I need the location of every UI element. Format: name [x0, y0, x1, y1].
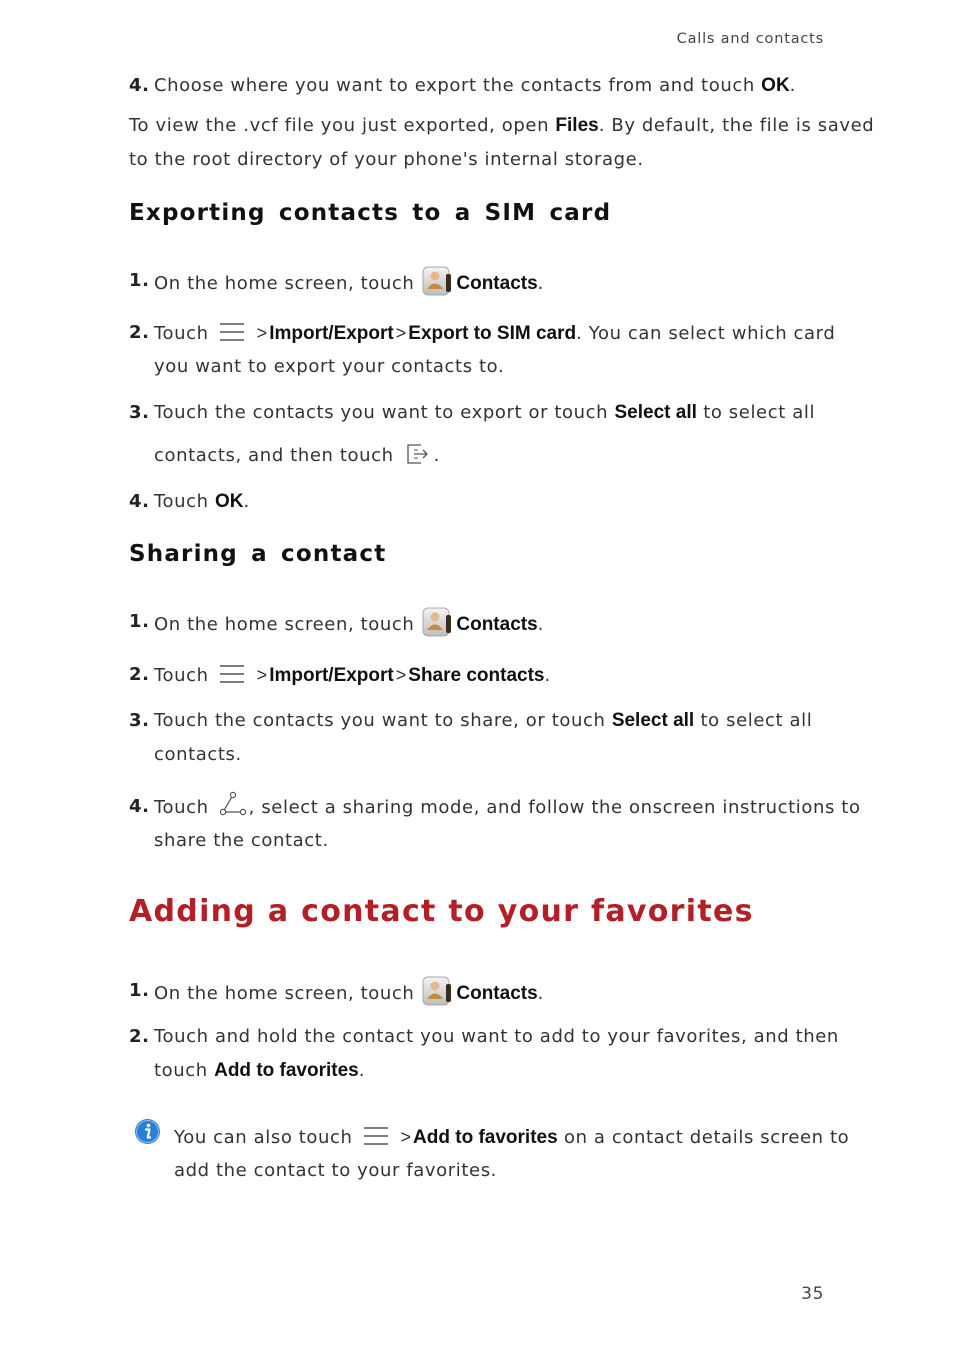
step-number: 1. — [129, 980, 150, 1001]
share-step-4: Touch , select a sharing mode, and follow the onscreen instructions to — [154, 795, 861, 821]
step-number: 2. — [129, 322, 150, 343]
intro-paragraph-line2: to the root directory of your phone's internal storage. — [129, 149, 644, 170]
share-step-3-line2: contacts. — [154, 744, 242, 765]
sim-step-3-line2: contacts, and then touch . — [154, 445, 440, 466]
sim-step-3: Touch the contacts you want to export or touch Select all to select all — [154, 402, 816, 423]
fav-step-2: Touch and hold the contact you want to add to your favorites, and then — [154, 1026, 839, 1047]
intro-paragraph-line1: To view the .vcf file you just exported, open Files. By default, the file is saved — [129, 115, 875, 136]
share-step-3: Touch the contacts you want to share, or touch Select all to select all — [154, 710, 813, 731]
step-number: 2. — [129, 1026, 150, 1047]
contacts-app-icon — [422, 266, 452, 296]
step-number: 3. — [129, 710, 150, 731]
export-select-icon — [406, 443, 428, 465]
sim-step-2-line2: you want to export your contacts to. — [154, 356, 505, 377]
sim-step-1: On the home screen, touch Contacts. — [154, 269, 544, 299]
share-icon — [219, 791, 247, 817]
share-step-2: Touch > Import/Export > Share contacts. — [154, 665, 551, 686]
fav-step-1: On the home screen, touch Contacts. — [154, 979, 544, 1009]
page-number: 35 — [801, 1284, 824, 1304]
menu-icon — [219, 663, 245, 685]
step-number: 4. — [129, 796, 150, 817]
sim-step-4: Touch OK. — [154, 491, 250, 512]
contacts-app-icon — [422, 976, 452, 1006]
step-number: 2. — [129, 664, 150, 685]
share-step-4-line2: share the contact. — [154, 830, 329, 851]
note-line1: You can also touch > Add to favorites on a contact details screen to — [174, 1127, 850, 1148]
chapter-heading-favorites: Adding a contact to your favorites — [129, 894, 754, 929]
info-icon — [134, 1118, 161, 1145]
contacts-app-icon — [422, 607, 452, 637]
step-number: 1. — [129, 611, 150, 632]
section-heading-sharing: Sharing a contact — [129, 541, 387, 567]
note-line2: add the contact to your favorites. — [174, 1160, 497, 1181]
step-number: 4. — [129, 75, 150, 96]
fav-step-2-line2: touch Add to favorites. — [154, 1060, 366, 1081]
menu-icon — [219, 321, 245, 343]
running-header: Calls and contacts — [676, 31, 824, 47]
step-number: 3. — [129, 402, 150, 423]
step-number: 1. — [129, 270, 150, 291]
sim-step-2: Touch > Import/Export > Export to SIM card. You can select which card — [154, 323, 836, 344]
intro-step: Choose where you want to export the contacts from and touch OK. — [154, 75, 796, 96]
step-number: 4. — [129, 491, 150, 512]
share-step-1: On the home screen, touch Contacts. — [154, 610, 544, 640]
menu-icon — [363, 1125, 389, 1147]
section-heading-export-sim: Exporting contacts to a SIM card — [129, 200, 612, 226]
